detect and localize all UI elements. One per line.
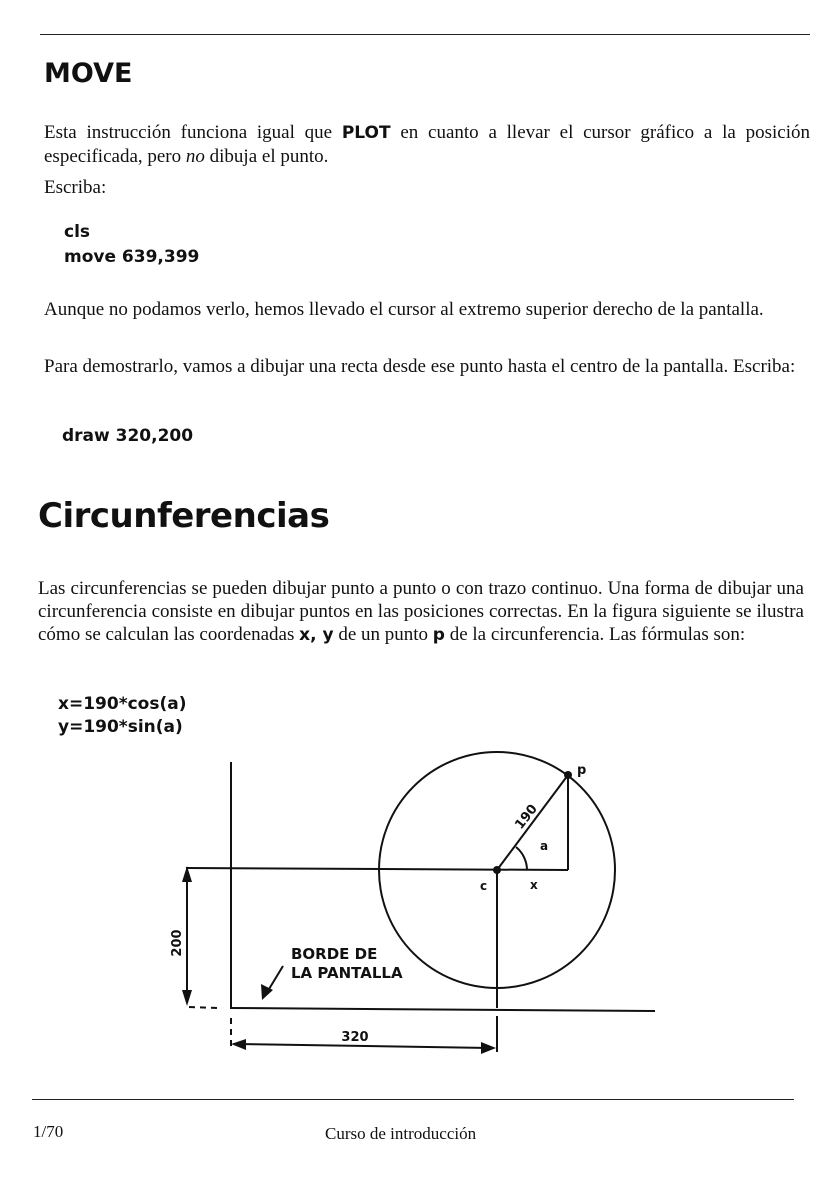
formula-y: y=190*sin(a) (58, 717, 183, 737)
section-title-move: MOVE (44, 58, 133, 89)
section-title-circunferencias: Circunferencias (38, 496, 330, 536)
code-line: move 639,399 (64, 247, 200, 267)
radius-line (497, 775, 568, 870)
emphasis-no: no (185, 146, 205, 167)
label-a: a (540, 839, 549, 853)
point-p (564, 771, 572, 779)
keyword-xy: x, y (299, 625, 334, 645)
arrowhead-200-bottom (182, 990, 192, 1006)
screen-bottom-edge (230, 1008, 655, 1011)
label-x: x (530, 878, 538, 892)
move-paragraph-4: Para demostrarlo, vamos a dibujar una recta desde ese punto hasta el centro de la pantalla. Escriba: (44, 356, 796, 377)
keyword-p: p (432, 625, 445, 645)
keyword-plot: PLOT (341, 123, 391, 143)
label-320: 320 (341, 1030, 369, 1045)
circ-paragraph: Las circunferencias se pueden dibujar punto a punto o con trazo continuo. Una forma de dibujar una circunferencia consiste en dibujar puntos en las posiciones correctas. En la figura siguiente se ilustra cómo se calculan las coordenadas x, y de un punto p de la circunferencia. Las fórmulas son: (38, 578, 804, 645)
footer-rule (32, 1099, 794, 1100)
label-border-line2: LA PANTALLA (291, 964, 403, 982)
move-paragraph-3: Aunque no podamos verlo, hemos llevado el cursor al extremo superior derecho de la pantalla. (44, 299, 764, 320)
horizontal-axis-line (186, 868, 568, 870)
label-p: p (577, 763, 587, 778)
label-200: 200 (170, 929, 185, 957)
code-line: draw 320,200 (62, 426, 194, 446)
label-190: 190 (512, 801, 541, 833)
page-number: 1/70 (33, 1122, 64, 1141)
angle-arc (516, 847, 527, 870)
label-c: c (480, 879, 488, 893)
formula-x: x=190*cos(a) (58, 694, 187, 714)
arrowhead-320-right (481, 1042, 496, 1054)
move-paragraph-2: Escriba: (44, 177, 107, 198)
move-paragraph-1: Esta instrucción funciona igual que PLOT en cuanto a llevar el cursor gráfico a la posición especificada, pero no dibuja el punto. (44, 122, 810, 167)
dimension-200-dash (189, 1007, 217, 1008)
arrowhead-320-left (231, 1039, 246, 1050)
footer-title: Curso de introducción (325, 1124, 477, 1143)
label-border-line1: BORDE DE (291, 945, 378, 963)
code-line: cls (64, 222, 91, 242)
center-point (493, 866, 501, 874)
